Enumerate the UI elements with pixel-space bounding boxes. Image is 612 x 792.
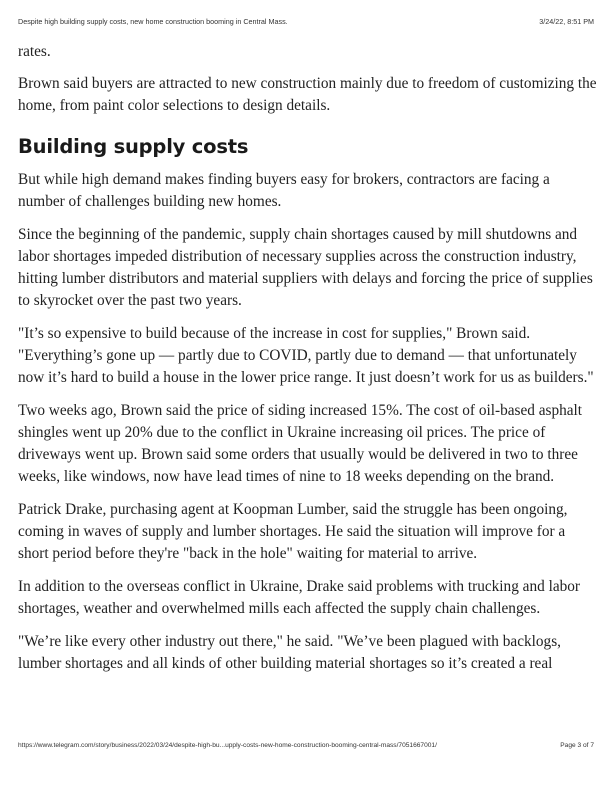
article-paragraph: In addition to the overseas conflict in Ukraine, Drake said problems with trucking and labor shortages, weather and overwhelmed mills each affected the supply chain challenges. — [18, 578, 581, 617]
print-timestamp: 3/24/22, 8:51 PM — [539, 17, 594, 26]
article-paragraph: Patrick Drake, purchasing agent at Koopman Lumber, said the struggle has been ongoing, coming in waves of supply and lumber shortages. He said the situation will improve for a short period before they're "back in the hole" waiting for material to arrive. — [18, 501, 568, 562]
article-paragraph: But while high demand makes finding buyers easy for brokers, contractors are facing a number of challenges building new homes. — [18, 171, 550, 210]
article-paragraph: Since the beginning of the pandemic, supply chain shortages caused by mill shutdowns and labor shortages impeded distribution of necessary supplies across the construction industry, hitting lumber distributors and material suppliers with delays and forcing the price of supplies to skyrocket over the past two years. — [18, 226, 593, 309]
article-paragraph: rates. — [18, 43, 51, 60]
source-url[interactable]: https://www.telegram.com/story/business/2022/03/24/despite-high-bu...upply-costs-new-home-construction-booming-central-mass/7051667001/ — [18, 742, 437, 749]
page-title: Despite high building supply costs, new home construction booming in Central Mass. — [18, 17, 288, 26]
page-number: Page 3 of 7 — [560, 742, 594, 749]
article-paragraph: "We’re like every other industry out there," he said. "We’ve been plagued with backlogs, lumber shortages and all kinds of other building material shortages so it’s created a real — [18, 633, 561, 672]
article-paragraph: Two weeks ago, Brown said the price of siding increased 15%. The cost of oil-based asphalt shingles went up 20% due to the conflict in Ukraine increasing oil prices. The price of driveways went up. Brown said some orders that usually would be delivered in two to three weeks, like windows, now have lead times of nine to 18 weeks depending on the brand. — [18, 402, 583, 485]
print-header — [18, 17, 594, 29]
print-footer — [18, 742, 594, 754]
article-paragraph: "It’s so expensive to build because of the increase in cost for supplies," Brown said. "Everything’s gone up — partly due to COVID, partly due to demand — that unfortunately now it’s hard to build a house in the lower price range. It just doesn’t work for us as builders." — [18, 325, 594, 386]
article-body — [18, 41, 598, 686]
section-heading: Building supply costs — [18, 135, 249, 158]
article-paragraph: Brown said buyers are attracted to new construction mainly due to freedom of customizing the home, from paint color selections to design details. — [18, 75, 597, 114]
